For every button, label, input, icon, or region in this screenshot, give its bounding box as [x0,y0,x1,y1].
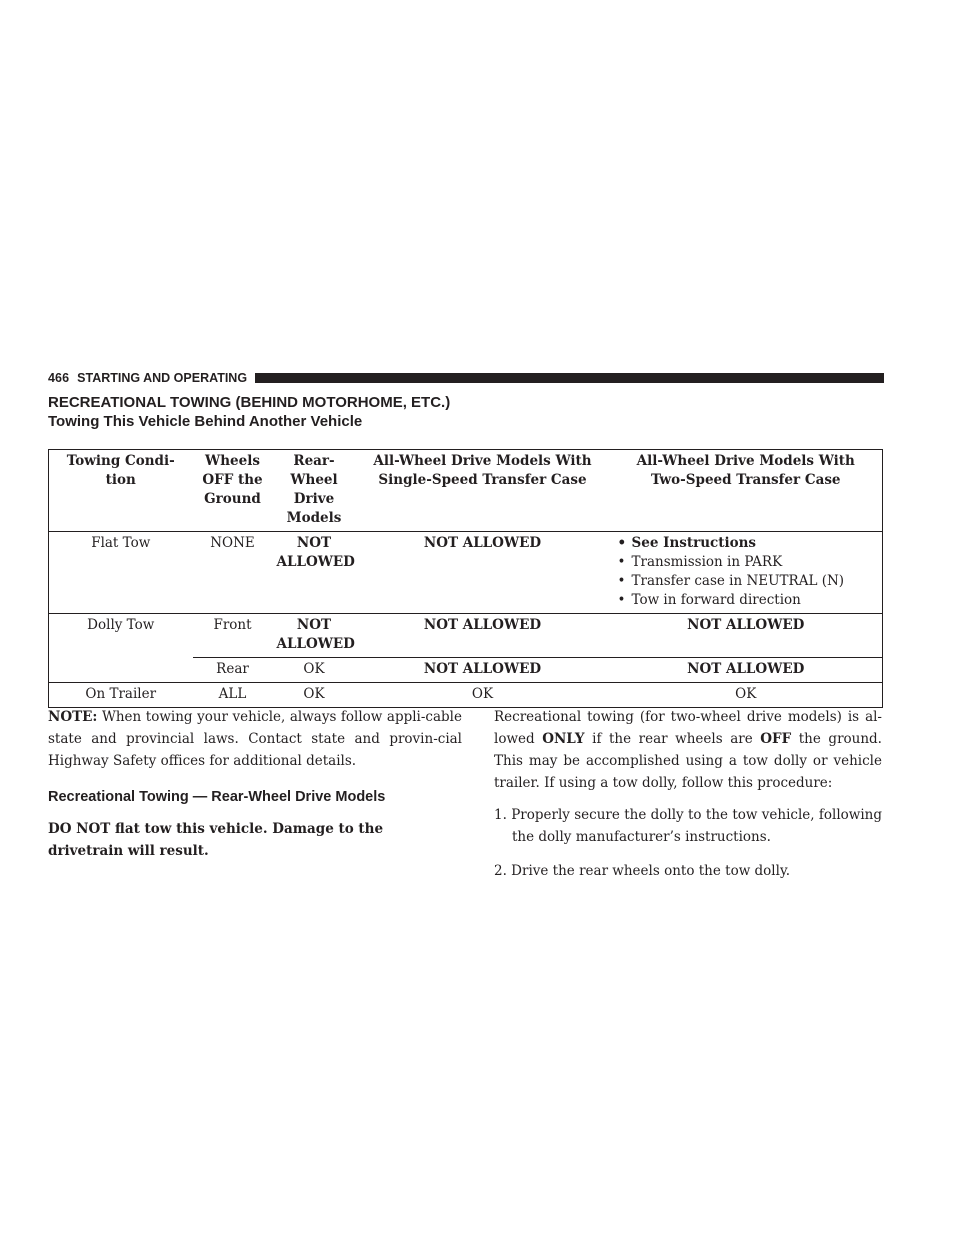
table-row-on-trailer [49,683,883,708]
cell-awd-two: NOT ALLOWED [610,614,883,658]
section-heading: Recreational Towing — Rear-Wheel Drive Models [48,789,386,805]
list-item: • Transmission in PARK [614,553,879,572]
header-awd-single: All-Wheel Drive Models With Single-Speed Transfer Case [356,450,610,532]
warning-text: DO NOT flat tow this vehicle. Damage to the drivetrain will result. [48,821,384,859]
page-header [48,371,884,385]
left-column [48,706,462,862]
cell-awd-two [610,532,883,614]
header-rule [255,373,884,383]
table-row-dolly-front [49,614,883,658]
towing-table [48,449,883,708]
list-item: 2. Drive the rear wheels onto the tow dolly. [494,863,791,879]
cell-wheels-off: ALL [193,683,273,708]
intro-off: OFF [760,731,792,747]
note-text: When towing your vehicle, always follow appli-cable state and provincial laws. Contact state and provin-cial Highway Safety offices for additional details. [48,709,462,769]
cell-condition: On Trailer [49,683,193,708]
header-wheels-off: Wheels OFF the Ground [193,450,273,532]
cell-awd-single: NOT ALLOWED [356,614,610,658]
table-header-row [49,450,883,532]
list-item: • See Instructions [614,534,879,553]
sub-heading: Towing This Vehicle Behind Another Vehicle [48,413,363,430]
main-heading: RECREATIONAL TOWING (BEHIND MOTORHOME, ETC.) [48,394,451,411]
note-paragraph [48,706,462,772]
header-towing-condition: Towing Condi- tion [49,450,193,532]
cell-awd-single: NOT ALLOWED [356,658,610,683]
cell-awd-single: NOT ALLOWED [356,532,610,614]
cell-awd-two: NOT ALLOWED [610,658,883,683]
list-item: 1. Properly secure the dolly to the tow vehicle, following the dolly manufacturer’s instructions. [494,807,882,845]
intro-paragraph [494,706,882,794]
table-row-flat-tow [49,532,883,614]
cell-rwd: OK [273,658,356,683]
cell-rwd: OK [273,683,356,708]
section-title: STARTING AND OPERATING [77,371,248,385]
list-item: • Transfer case in NEUTRAL (N) [614,572,879,591]
cell-wheels-off: Rear [193,658,273,683]
cell-awd-two: OK [610,683,883,708]
intro-only: ONLY [542,731,585,747]
header-awd-two: All-Wheel Drive Models With Two-Speed Transfer Case [610,450,883,532]
procedure-steps [494,804,882,882]
cell-condition: Dolly Tow [49,614,193,683]
cell-rwd: NOT ALLOWED [273,614,356,658]
cell-wheels-off: Front [193,614,273,658]
intro-text: the ground. This may be accomplished using a tow dolly or vehicle trailer. If using a tow dolly, follow this procedure: [494,731,882,791]
page-number: 466 [48,371,70,385]
note-label: NOTE: [48,709,98,725]
cell-awd-single: OK [356,683,610,708]
list-item: • Tow in forward direction [614,591,879,610]
flat-tow-instructions-list [614,534,879,610]
cell-wheels-off: NONE [193,532,273,614]
cell-rwd: NOT ALLOWED [273,532,356,614]
header-rwd-models: Rear- Wheel Drive Models [273,450,356,532]
intro-text: if the rear wheels are [584,731,761,747]
right-column [494,706,882,894]
cell-condition: Flat Tow [49,532,193,614]
intro-text: Recreational towing (for two-wheel drive models) is al-lowed [494,709,882,747]
